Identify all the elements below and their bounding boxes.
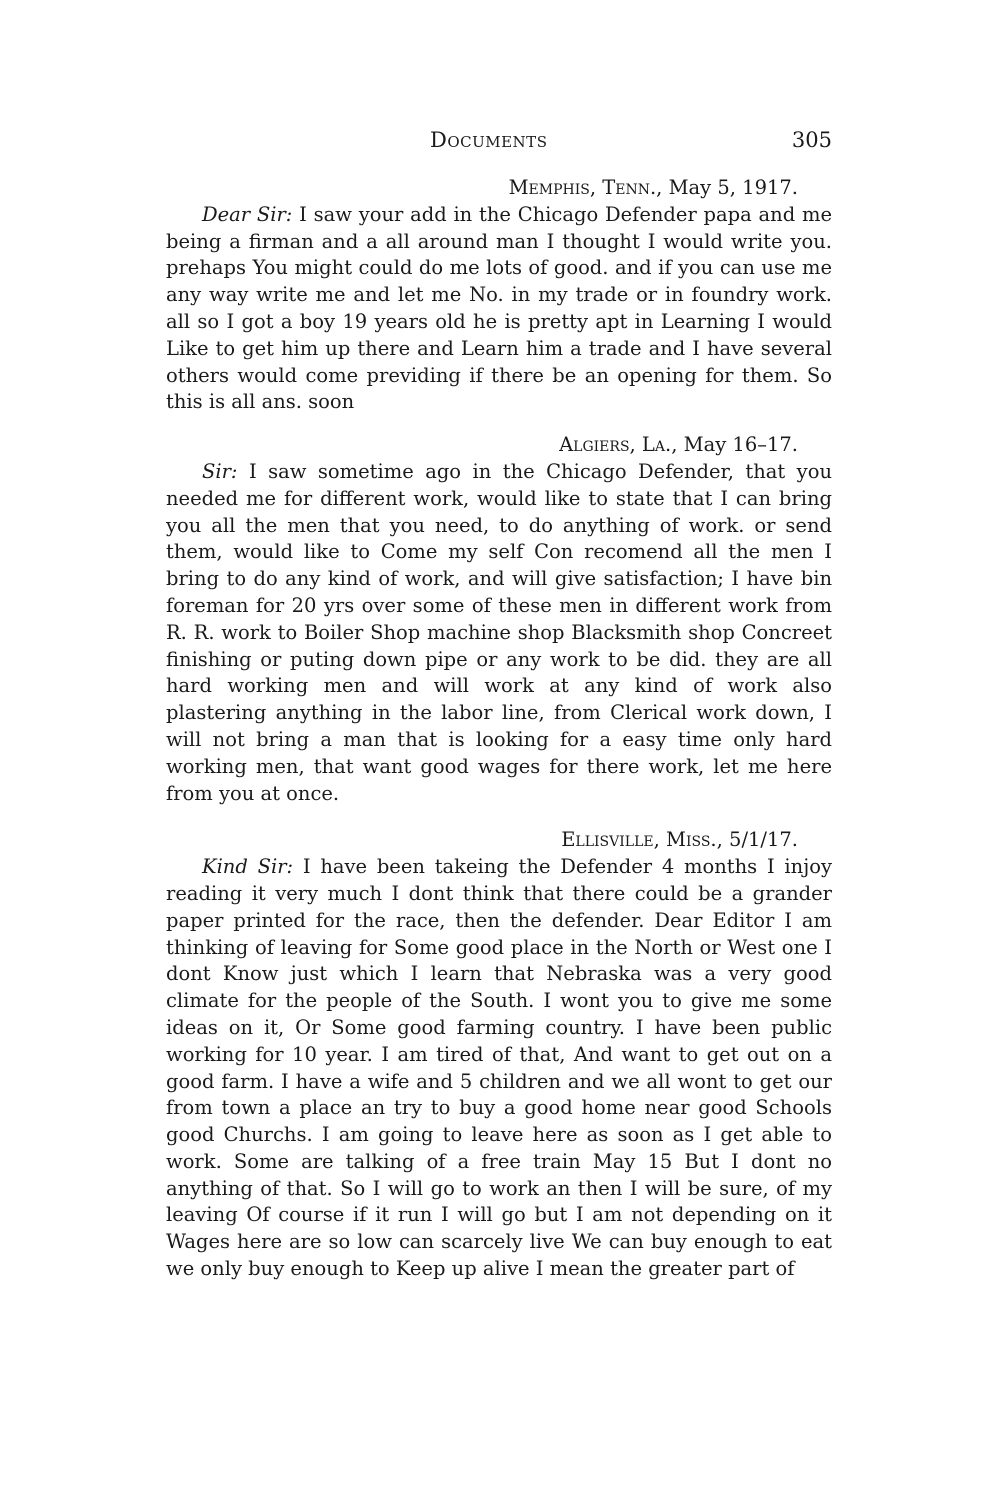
- dateline: [166, 432, 832, 459]
- dateline: [166, 175, 832, 202]
- dateline: [166, 827, 832, 854]
- dateline-date: May 5, 1917.: [668, 176, 798, 199]
- dateline-place: Memphis, Tenn.,: [508, 176, 663, 199]
- letter-text: I saw your add in the Chicago Defender papa and me being a firman and a all around man I thought I would write you. prehaps You might could do me lots of good. and if you can use me any way write me and let me No. in my trade or in foundry work. all so I got a boy 19 years old he is pretty apt in Learning I would Like to get him up there and Learn him a trade and I have several others would come previding if there be an opening for them. So this is all ans. soon: [166, 202, 832, 414]
- letter-ellisville: [166, 827, 832, 1283]
- letter-body: [166, 854, 832, 1283]
- running-head: [166, 128, 832, 160]
- letter-body: [166, 459, 832, 807]
- running-head-title: Documents: [430, 128, 548, 152]
- letter-body: [166, 202, 832, 416]
- text-block: [166, 175, 832, 1283]
- dateline-place: Ellisville, Miss.,: [561, 828, 723, 852]
- page-number: 305: [791, 128, 832, 152]
- letter-algiers: [166, 432, 832, 807]
- dateline-date: May 16–17.: [683, 433, 798, 457]
- salutation: Kind Sir:: [202, 855, 294, 879]
- salutation: Sir:: [202, 459, 238, 483]
- dateline-place: Algiers, La.,: [559, 433, 678, 457]
- letter-text: I have been takeing the Defender 4 months I injoy reading it very much I dont think that there could be a grander paper printed for the race, then the defender. Dear Editor I am thinking of leaving for Some good place in the North or West one I dont Know just which I learn that Nebraska was a very good climate for the people of the South. I wont you to give me some ideas on it, Or Some good farming country. I have been public working for 10 year. I am tired of that, And want to get out on a good farm. I have a wife and 5 children and we all wont to get our from town a place an try to buy a good home near good Schools good Churchs. I am going to leave here as soon as I get able to work. Some are talking of a free train May 15 But I dont no anything of that. So I will go to work an then I will be sure, of my leaving Of course if it run I will go but I am not depending on it Wages here are so low can scarcely live We can buy enough to eat we only buy enough to Keep up alive I mean the greater part of: [166, 855, 833, 1281]
- dateline-date: 5/1/17.: [729, 828, 798, 852]
- letter-text: I saw sometime ago in the Chicago Defender, that you needed me for different work, would like to state that I can bring you all the men that you need, to do anything of work. or send them, would like to Come my self Con recomend all the men I bring to do any kind of work, and will give satisfaction; I have bin foreman for 20 yrs over some of these men in different work from R. R. work to Boiler Shop machine shop Blacksmith shop Concreet finishing or puting down pipe or any work to be did. they are all hard working men and will work at any kind of work also plastering anything in the labor line, from Clerical work down, I will not bring a man that is looking for a easy time only hard working men, that want good wages for there work, let me here from you at once.: [166, 459, 832, 805]
- salutation: Dear Sir:: [202, 202, 293, 226]
- letter-memphis: [166, 175, 832, 416]
